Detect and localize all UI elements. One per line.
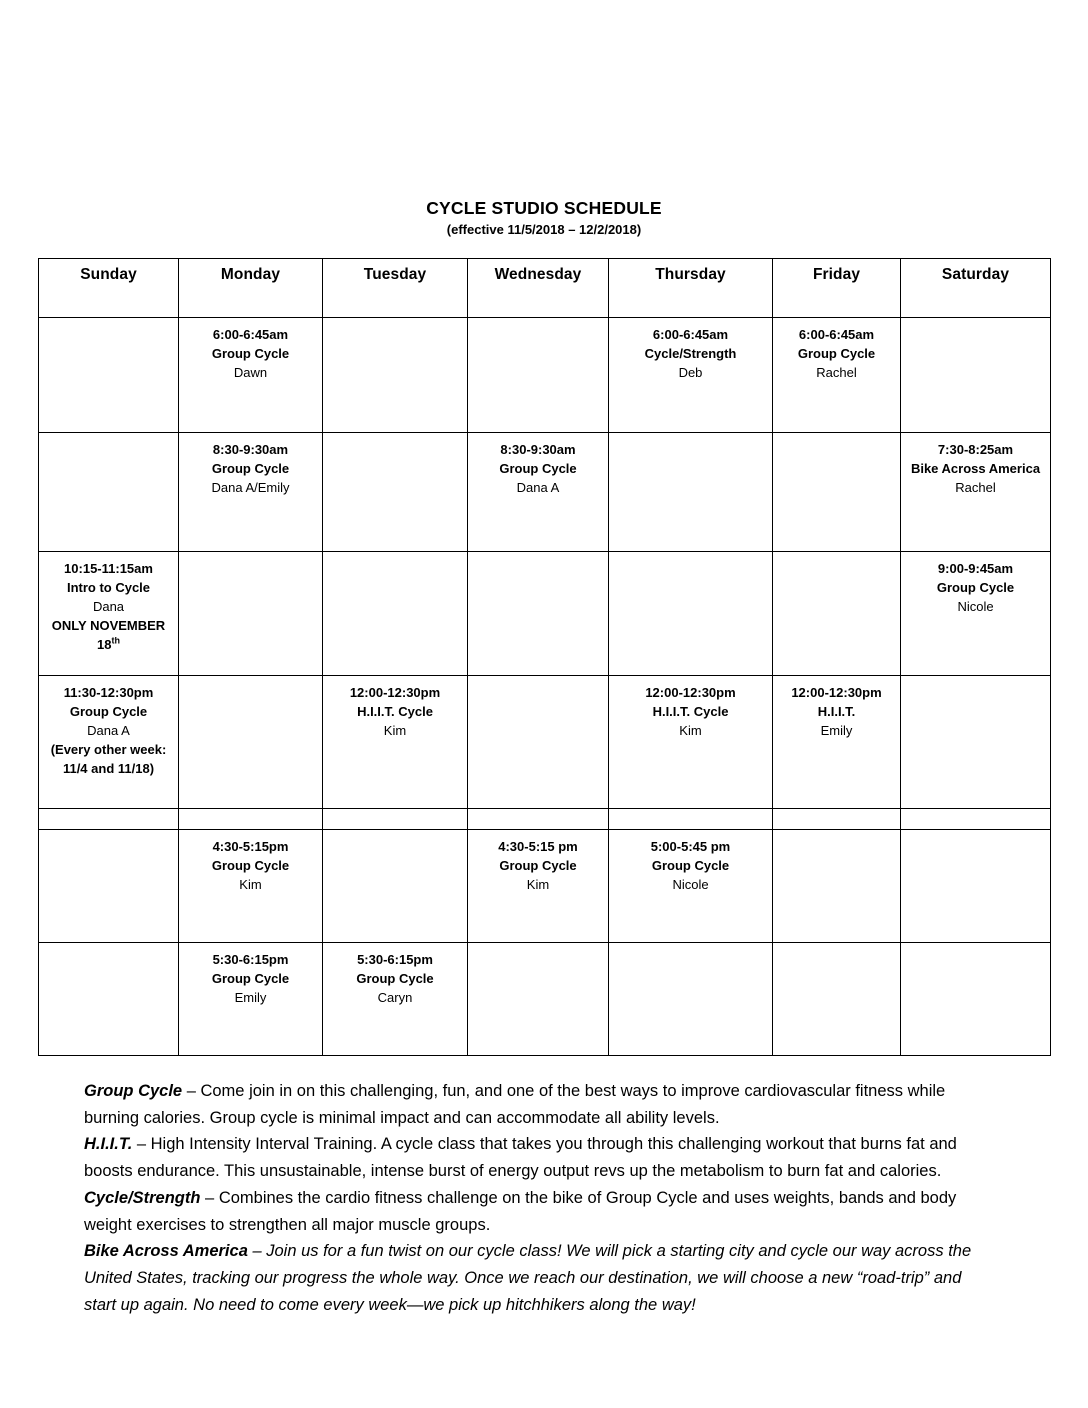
- class-instructor: Caryn: [377, 990, 413, 1006]
- column-header-sunday: [39, 259, 179, 318]
- class-time: 12:00-12:30pm: [645, 685, 736, 700]
- schedule-cell-tuesday[interactable]: [323, 676, 468, 809]
- class-name: Group Cycle: [499, 461, 577, 477]
- class-time: 9:00-9:45am: [937, 561, 1014, 576]
- class-instructor: Emily: [820, 723, 853, 739]
- schedule-cell-tuesday[interactable]: [323, 943, 468, 1056]
- schedule-cell-friday[interactable]: [773, 552, 901, 676]
- schedule-cell-wednesday[interactable]: [468, 830, 609, 943]
- schedule-cell-wednesday[interactable]: [468, 676, 609, 809]
- day-label: Sunday: [80, 266, 137, 283]
- description-cycle-strength: [84, 1185, 992, 1238]
- class-note: ONLY NOVEMBER 18th: [51, 618, 166, 653]
- schedule-cell-friday[interactable]: [773, 433, 901, 552]
- column-header-friday: [773, 259, 901, 318]
- schedule-cell-sunday[interactable]: [39, 943, 179, 1056]
- day-label: Thursday: [655, 266, 726, 283]
- class-name: H.I.I.T. Cycle: [652, 704, 729, 720]
- schedule-cell-wednesday[interactable]: [468, 943, 609, 1056]
- class-instructor: Kim: [239, 877, 262, 893]
- class-instructor: Dana A: [87, 723, 130, 739]
- table-header-row: [39, 259, 1051, 318]
- class-instructor: Dawn: [233, 365, 268, 381]
- schedule-cell-monday[interactable]: [179, 809, 323, 830]
- class-time: 11:30-12:30pm: [63, 685, 154, 700]
- description-term: Bike Across America: [84, 1242, 248, 1261]
- class-name: H.I.I.T. Cycle: [357, 704, 433, 720]
- schedule-cell-monday[interactable]: [179, 318, 323, 433]
- class-instructor: Rachel: [816, 365, 857, 381]
- class-time: 12:00-12:30pm: [349, 685, 441, 700]
- class-name: Group Cycle: [936, 580, 1015, 596]
- schedule-cell-monday[interactable]: [179, 943, 323, 1056]
- class-name: Intro to Cycle: [66, 580, 151, 596]
- column-header-wednesday: [468, 259, 609, 318]
- description-term: Group Cycle: [84, 1082, 183, 1100]
- schedule-cell-monday[interactable]: [179, 552, 323, 676]
- table-row: [39, 318, 1051, 433]
- schedule-cell-thursday[interactable]: [609, 830, 773, 943]
- schedule-cell-saturday[interactable]: [901, 318, 1051, 433]
- schedule-cell-wednesday[interactable]: [468, 433, 609, 552]
- class-name: Group Cycle: [211, 346, 290, 362]
- schedule-cell-monday[interactable]: [179, 830, 323, 943]
- class-name: Group Cycle: [211, 858, 290, 874]
- description-dash: –: [132, 1135, 151, 1154]
- class-instructor: Dana: [92, 599, 125, 615]
- column-header-saturday: [901, 259, 1051, 318]
- description-dash: –: [247, 1242, 267, 1261]
- description-group-cycle: [84, 1078, 992, 1131]
- schedule-cell-friday[interactable]: [773, 676, 901, 809]
- schedule-cell-thursday[interactable]: [609, 676, 773, 809]
- class-name: Group Cycle: [499, 858, 577, 874]
- schedule-cell-monday[interactable]: [179, 676, 323, 809]
- column-header-tuesday: [323, 259, 468, 318]
- class-name: Group Cycle: [797, 346, 876, 362]
- column-header-monday: [179, 259, 323, 318]
- schedule-cell-saturday[interactable]: [901, 830, 1051, 943]
- class-time: 5:30-6:15pm: [357, 952, 433, 967]
- table-row: [39, 676, 1051, 809]
- class-descriptions: [84, 1078, 992, 1318]
- schedule-cell-tuesday[interactable]: [323, 318, 468, 433]
- schedule-cell-friday[interactable]: [773, 830, 901, 943]
- page-subtitle: (effective 11/5/2018 – 12/2/2018): [446, 222, 642, 238]
- description-bike-across-america: [84, 1238, 992, 1318]
- class-time: 5:00-5:45 pm: [650, 839, 731, 854]
- class-instructor: Rachel: [955, 480, 996, 496]
- description-dash: –: [182, 1082, 201, 1100]
- class-instructor: Deb: [678, 365, 703, 381]
- class-time: 8:30-9:30am: [212, 442, 289, 457]
- description-term: H.I.I.T.: [84, 1135, 133, 1154]
- schedule-cell-saturday[interactable]: [901, 433, 1051, 552]
- title-block: [0, 198, 1088, 238]
- class-instructor: Kim: [383, 723, 407, 739]
- schedule-cell-tuesday[interactable]: [323, 830, 468, 943]
- schedule-cell-sunday[interactable]: [39, 676, 179, 809]
- class-name: Group Cycle: [651, 858, 730, 874]
- class-instructor: Dana A: [516, 480, 560, 496]
- schedule-cell-sunday[interactable]: [39, 318, 179, 433]
- class-time: 6:00-6:45am: [798, 327, 875, 342]
- description-body: Come join in on this challenging, fun, and one of the best ways to improve cardiovascular fitness while burning calories. Group cycle is minimal impact and can accommodate all ability levels.: [84, 1082, 946, 1127]
- day-label: Tuesday: [363, 266, 427, 283]
- class-name: Group Cycle: [211, 971, 290, 987]
- class-name: Group Cycle: [211, 461, 290, 477]
- schedule-cell-sunday[interactable]: [39, 552, 179, 676]
- class-time: 8:30-9:30am: [500, 442, 576, 457]
- description-hiit: [84, 1131, 992, 1184]
- description-body: Combines the cardio fitness challenge on the bike of Group Cycle and uses weights, bands and body weight exercises to strengthen all major muscle groups.: [84, 1188, 957, 1234]
- column-header-thursday: [609, 259, 773, 318]
- class-time: 7:30-8:25am: [937, 442, 1014, 457]
- class-instructor: Kim: [679, 723, 702, 739]
- day-label: Saturday: [941, 266, 1010, 283]
- schedule-table: [38, 258, 1051, 1056]
- schedule-table-container: [38, 258, 1050, 1056]
- class-instructor: Emily: [234, 990, 267, 1006]
- day-label: Monday: [220, 266, 281, 283]
- description-dash: –: [200, 1188, 219, 1207]
- schedule-cell-sunday[interactable]: [39, 809, 179, 830]
- class-time: 5:30-6:15pm: [212, 952, 289, 967]
- schedule-cell-friday[interactable]: [773, 318, 901, 433]
- schedule-cell-thursday[interactable]: [609, 318, 773, 433]
- class-instructor: Dana A/Emily: [211, 480, 290, 496]
- schedule-cell-saturday[interactable]: [901, 676, 1051, 809]
- schedule-cell-thursday[interactable]: [609, 809, 773, 830]
- class-name: Cycle/Strength: [644, 346, 737, 362]
- description-term: Cycle/Strength: [84, 1188, 201, 1207]
- class-instructor: Kim: [526, 877, 550, 893]
- schedule-cell-tuesday[interactable]: [323, 809, 468, 830]
- table-row: [39, 552, 1051, 676]
- table-row: [39, 830, 1051, 943]
- schedule-cell-thursday[interactable]: [609, 552, 773, 676]
- description-body: High Intensity Interval Training. A cycle class that takes you through this challenging workout that burns fat and boosts endurance. This unsustainable, intense burst of energy output revs up the metabolism to burn fat and calories.: [84, 1135, 957, 1181]
- schedule-cell-wednesday[interactable]: [468, 318, 609, 433]
- class-instructor: Nicole: [672, 877, 709, 893]
- class-time: 10:15-11:15am: [64, 561, 153, 576]
- schedule-cell-wednesday[interactable]: [468, 552, 609, 676]
- schedule-cell-friday[interactable]: [773, 943, 901, 1056]
- schedule-cell-monday[interactable]: [179, 433, 323, 552]
- class-name: Group Cycle: [356, 971, 434, 987]
- day-label: Wednesday: [494, 266, 582, 283]
- schedule-cell-sunday[interactable]: [39, 830, 179, 943]
- table-row: [39, 433, 1051, 552]
- class-name: Bike Across America: [910, 461, 1041, 477]
- class-time: 6:00-6:45am: [652, 327, 729, 342]
- class-time: 4:30-5:15pm: [212, 839, 289, 854]
- table-row-spacer: [39, 809, 1051, 830]
- day-label: Friday: [812, 266, 861, 283]
- schedule-cell-tuesday[interactable]: [323, 433, 468, 552]
- table-row: [39, 943, 1051, 1056]
- page-title: CYCLE STUDIO SCHEDULE: [426, 198, 662, 218]
- schedule-cell-tuesday[interactable]: [323, 552, 468, 676]
- schedule-cell-saturday[interactable]: [901, 809, 1051, 830]
- class-time: 12:00-12:30pm: [791, 685, 882, 700]
- schedule-cell-saturday[interactable]: [901, 552, 1051, 676]
- schedule-cell-saturday[interactable]: [901, 943, 1051, 1056]
- class-time: 6:00-6:45am: [212, 327, 289, 342]
- class-time: 4:30-5:15 pm: [498, 839, 578, 854]
- schedule-cell-thursday[interactable]: [609, 433, 773, 552]
- schedule-cell-wednesday[interactable]: [468, 809, 609, 830]
- schedule-cell-friday[interactable]: [773, 809, 901, 830]
- schedule-cell-thursday[interactable]: [609, 943, 773, 1056]
- description-body: Join us for a fun twist on our cycle class! We will pick a starting city and cycle our way across the United States, tracking our progress the whole way. Once we reach our destination, we will choose a new “road-trip” and start up again. No need to come every week—we pick up hitchhikers along the way!: [84, 1242, 972, 1314]
- class-name: Group Cycle: [69, 704, 148, 720]
- class-instructor: Nicole: [957, 599, 994, 615]
- class-note: (Every other week: 11/4 and 11/18): [50, 742, 167, 777]
- schedule-cell-sunday[interactable]: [39, 433, 179, 552]
- class-name: H.I.I.T.: [817, 704, 856, 720]
